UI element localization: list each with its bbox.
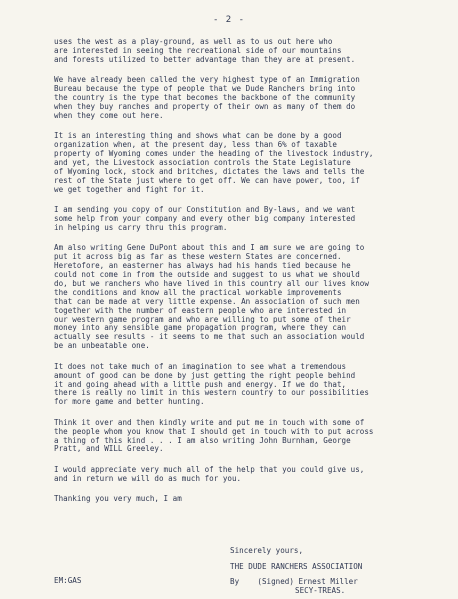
text-line: We have already been called the very highest type of an Immigration bbox=[54, 75, 360, 85]
text-line: the conditions and know all the practical workable improvements bbox=[54, 287, 342, 297]
text-line: some help from your company and every other big company interested bbox=[54, 214, 356, 223]
text-line: Pratt, and WILL Greeley. bbox=[54, 444, 164, 454]
text-line: and in return we will do as much for you. bbox=[54, 473, 242, 483]
text-line: could not come in from the outside and suggest to us what we should bbox=[54, 270, 360, 280]
text-line: it and going ahead with a little push and energy. If we do that, bbox=[54, 379, 347, 389]
text-line: in helping us carry thru this program. bbox=[54, 222, 228, 232]
text-line: property of Wyoming comes under the heading of the livestock industry, bbox=[54, 149, 374, 159]
text-line: that can be made at very little expense. An association of such men bbox=[54, 296, 360, 306]
paragraph bbox=[54, 132, 434, 194]
text-line: organization when, at the present day, less than 6% of taxable bbox=[54, 140, 337, 150]
text-line: It is an interesting thing and shows what can be done by a good bbox=[54, 131, 342, 141]
text-line: and forests utilized to better advantage than they are at present. bbox=[54, 54, 356, 64]
text-line: the people whom you know that I should get in touch with to put across bbox=[54, 426, 374, 436]
text-line: there is really no limit in this western country to our possibilities bbox=[54, 388, 369, 398]
paragraph bbox=[54, 244, 434, 351]
reference-initials: EM:GAS bbox=[54, 576, 82, 585]
letter-body bbox=[54, 38, 434, 516]
text-line: money into any sensible game propagation program, where they can bbox=[54, 323, 347, 333]
page-number: - 2 - bbox=[212, 15, 246, 25]
text-line: when they buy ranches and property of their own as many of them do bbox=[54, 101, 356, 111]
paragraph bbox=[54, 363, 434, 408]
text-line: we get together and fight for it. bbox=[54, 184, 205, 194]
text-line: uses the west as a play-ground, as well as to us out here who bbox=[54, 37, 333, 46]
text-line: be an unbeatable one. bbox=[54, 341, 150, 351]
text-line: do, but we ranchers who have lived in this country all our lives know bbox=[54, 278, 369, 288]
paragraph bbox=[54, 495, 434, 504]
text-line: the country is the type that becomes the backbone of the community bbox=[54, 93, 356, 103]
paragraph bbox=[54, 466, 434, 484]
text-line: Bureau because the type of people that we Dude Ranchers bring into bbox=[54, 84, 356, 94]
text-line: together with the number of eastern people who are interested in bbox=[54, 305, 347, 315]
closing-salutation: Sincerely yours, bbox=[230, 546, 304, 555]
text-line: and yet, the Livestock association controls the State Legislature bbox=[54, 157, 351, 167]
text-line: of Wyoming lock, stock and britches, dictates the laws and tells the bbox=[54, 166, 365, 176]
text-line: rest of the State just where to get off. We can have power, too, if bbox=[54, 175, 360, 185]
text-line: Heretofore, an easterner has always had his hands tied because he bbox=[54, 261, 351, 271]
text-line: Thanking you very much, I am bbox=[54, 494, 182, 504]
text-line: actually see results - it seems to me that such an association would bbox=[54, 332, 365, 342]
text-line: Am also writing Gene DuPont about this and I am sure we are going to bbox=[54, 243, 365, 253]
text-line: put it across big as far as these western States are concerned. bbox=[54, 252, 342, 262]
text-line: our western game program and who are willing to put some of their bbox=[54, 314, 351, 324]
text-line: I would appreciate very much all of the help that you could give us, bbox=[54, 464, 365, 474]
text-line: are interested in seeing the recreational side of our mountains bbox=[54, 45, 342, 55]
paragraph bbox=[54, 419, 434, 455]
text-line: when they come out here. bbox=[54, 110, 164, 120]
text-line: I am sending you copy of our Constitution and By-laws, and we want bbox=[54, 205, 356, 215]
closing-title: SECY-TREAS. bbox=[295, 586, 346, 595]
closing-organization: THE DUDE RANCHERS ASSOCIATION bbox=[230, 562, 363, 571]
text-line: a thing of this kind . . . I am also writing John Burnham, George bbox=[54, 435, 351, 445]
closing-signature: By (Signed) Ernest Miller bbox=[230, 577, 358, 586]
text-line: amount of good can be done by just getting the right people behind bbox=[54, 370, 356, 380]
paragraph bbox=[54, 76, 434, 121]
paragraph bbox=[54, 206, 434, 233]
paragraph bbox=[54, 38, 434, 65]
text-line: It does not take much of an imagination to see what a tremendous bbox=[54, 361, 347, 371]
text-line: for more game and better hunting. bbox=[54, 397, 205, 407]
text-line: Think it over and then kindly write and put me in touch with some of bbox=[54, 417, 365, 427]
